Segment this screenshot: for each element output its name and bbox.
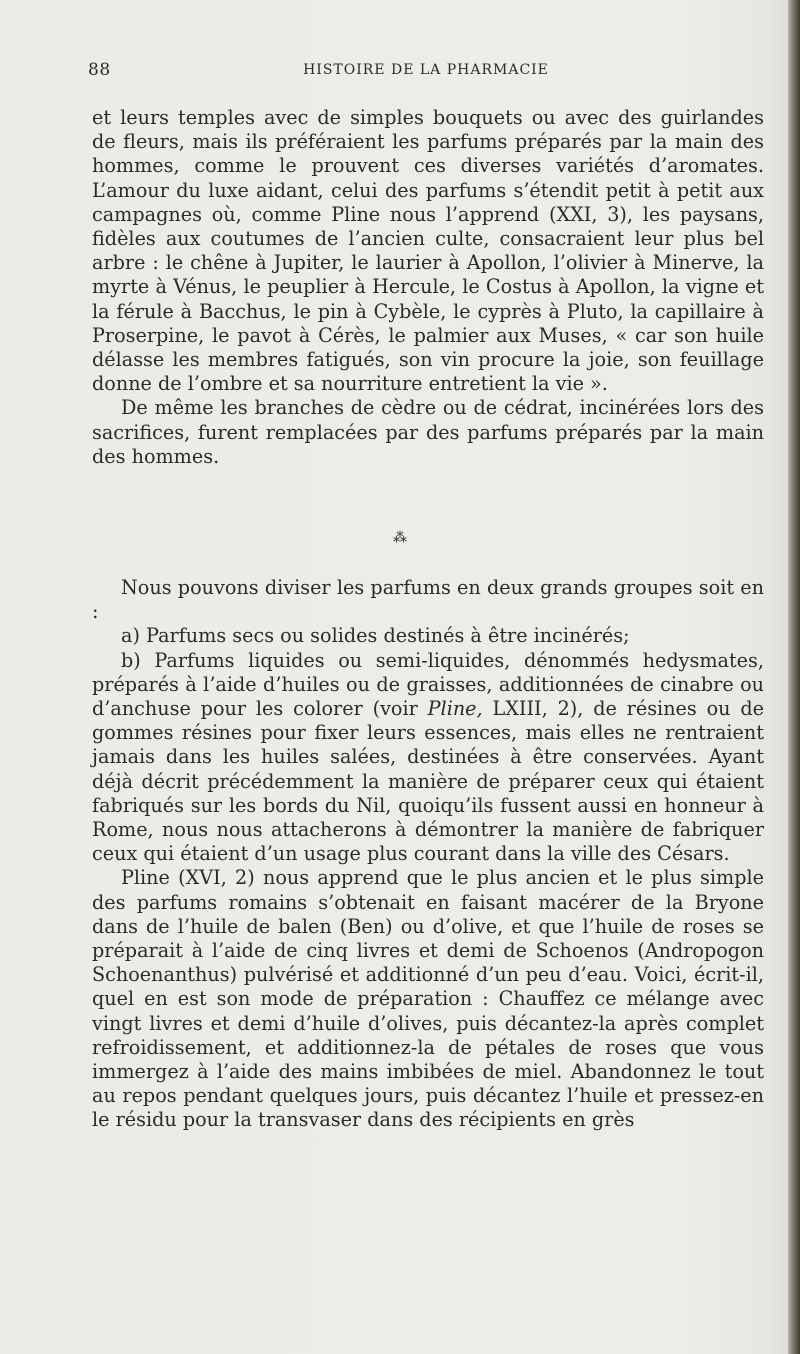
paragraph-branches: De même les branches de cèdre ou de cédrat, incinérées lors des sacrifices, furent remplacées par des parfums préparés par la main des hommes. [92,396,764,468]
paragraph-division: Nous pouvons diviser les parfums en deux grands groupes soit en : [92,576,764,624]
page-number: 88 [88,60,111,80]
list-item-b-text-2: LXIII, 2), de résines ou de gommes résines pour fixer leurs essences, mais elles ne rentraient jamais dans les huiles salées, destinées à être conservées. Ayant déjà décrit précédemment la manière de préparer ceux qui étaient fabriqués sur les bords du Nil, quoiqu’ils fussent aussi en honneur à Rome, nous nous attacherons à démontrer la manière de fabriquer ceux qui étaient d’un usage plus courant dans la ville des Césars. [92,697,764,866]
paragraph-pline-recipe: Pline (XVI, 2) nous apprend que le plus ancien et le plus simple des parfums romains s’obtenait en faisant macérer de la Bryone dans de l’huile de balen (Ben) ou d’olive, et que l’huile de roses se préparait à l’aide de cinq livres et demi de Schoenos (Andropogon Schoenanthus) pulvérisé et additionné d’un peu d’eau. Voici, écrit-il, quel en est son mode de préparation : Chauffez ce mélange avec vingt livres et demi d’huile d’olives, puis décantez-la après complet refroidissement, et additionnez-la de pétales de roses que vous immergez à l’aide des mains imbibées de miel. Abandonnez le tout au repos pendant quelques jours, puis décantez l’huile et pressez-en le résidu pour la transvaser dans des récipients en grès [92,866,764,1132]
running-title: HISTOIRE DE LA PHARMACIE [303,62,549,78]
list-item-b [92,649,764,867]
section-separator: ⁂ [393,530,407,546]
page-header [88,60,764,82]
list-item-b-pline-ref: Pline, [427,697,483,721]
list-item-b-text-1: b) Parfums liquides ou semi-liquides, dénommés hedysmates, préparés à l’aide d’huiles ou de graisses, additionnées de cinabre ou d’anchuse pour les colorer (voir [92,648,764,721]
paragraph-temples: et leurs temples avec de simples bouquets ou avec des guirlandes de fleurs, mais ils préféraient les parfums préparés par la main des hommes, comme le prouvent ces diverses variétés d’aromates. L’amour du luxe aidant, celui des parfums s’étendit petit à petit aux campagnes où, comme Pline nous l’apprend (XXI, 3), les paysans, fidèles aux coutumes de l’ancien culte, consacraient leur plus bel arbre : le chêne à Jupiter, le laurier à Apollon, l’olivier à Minerve, la myrte à Vénus, le peuplier à Hercule, le Costus à Apollon, la vigne et la férule à Bacchus, le pin à Cybèle, le cyprès à Pluto, la capillaire à Proserpine, le pavot à Cérès, le palmier aux Muses, « car son huile délasse les membres fatigués, son vin procure la joie, son feuillage donne de l’ombre et sa nourriture entretient la vie ». [92,106,764,396]
text-block-top [92,106,764,469]
text-block-bottom [92,576,764,1133]
page-edge-shadow [788,0,800,1354]
list-item-a: a) Parfums secs ou solides destinés à être incinérés; [121,624,630,648]
